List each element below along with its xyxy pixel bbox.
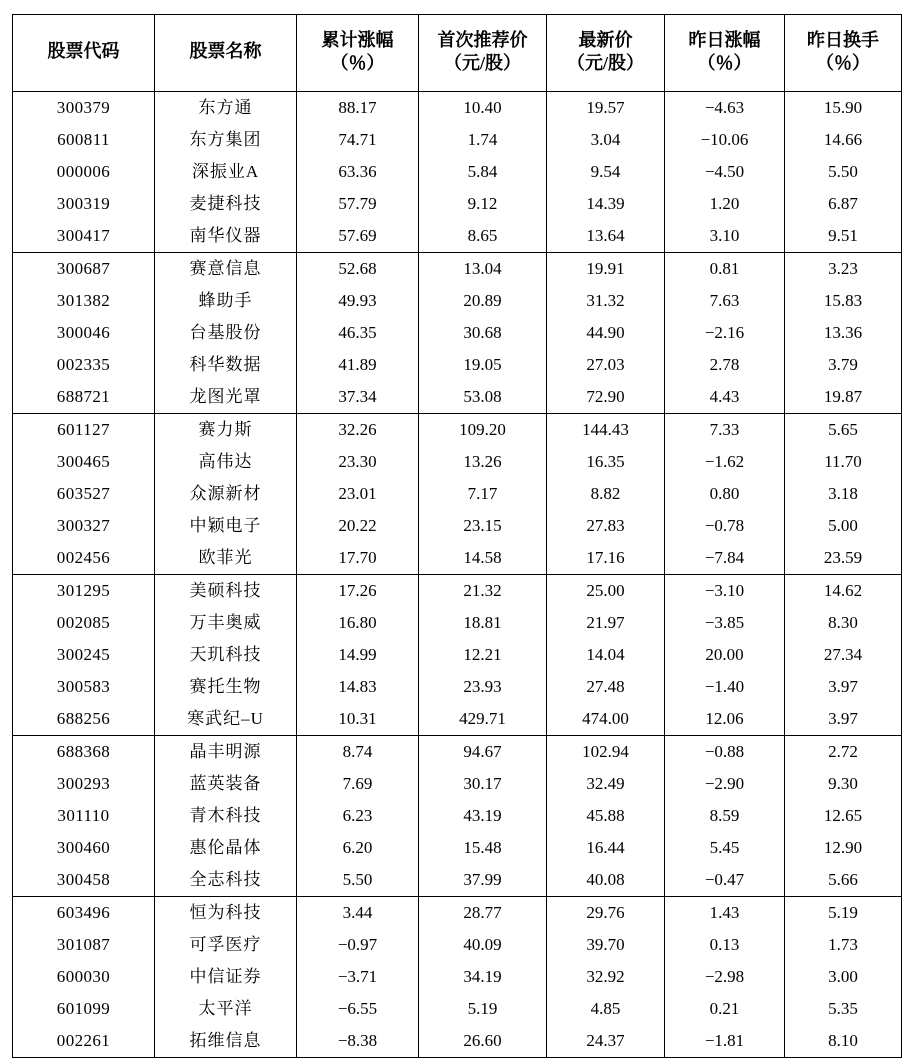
cell-yesterday_turnover: 3.00: [785, 961, 902, 993]
table-row[interactable]: [13, 381, 902, 414]
cell-latest_price: 44.90: [547, 317, 665, 349]
table-body: [13, 92, 902, 1058]
cell-code: 601099: [13, 993, 155, 1025]
cell-latest_price: 27.48: [547, 671, 665, 703]
table-row[interactable]: [13, 736, 902, 769]
cell-yesterday_turnover: 6.87: [785, 188, 902, 220]
cell-name: 中颖电子: [155, 510, 297, 542]
cell-name: 欧菲光: [155, 542, 297, 575]
table-row[interactable]: [13, 478, 902, 510]
cell-cumulative_gain: 16.80: [297, 607, 419, 639]
cell-yesterday_turnover: 9.51: [785, 220, 902, 253]
cell-cumulative_gain: 3.44: [297, 897, 419, 930]
cell-cumulative_gain: −8.38: [297, 1025, 419, 1058]
cell-latest_price: 72.90: [547, 381, 665, 414]
cell-name: 太平洋: [155, 993, 297, 1025]
table-row[interactable]: [13, 220, 902, 253]
cell-first_rec_price: 1.74: [419, 124, 547, 156]
cell-yesterday_turnover: 5.35: [785, 993, 902, 1025]
cell-code: 300583: [13, 671, 155, 703]
column-header-code: [13, 15, 155, 92]
cell-name: 万丰奥威: [155, 607, 297, 639]
cell-code: 688256: [13, 703, 155, 736]
cell-yesterday_turnover: 23.59: [785, 542, 902, 575]
cell-yesterday_change: 8.59: [665, 800, 785, 832]
cell-cumulative_gain: 49.93: [297, 285, 419, 317]
table-row[interactable]: [13, 414, 902, 447]
cell-cumulative_gain: 32.26: [297, 414, 419, 447]
cell-yesterday_turnover: 1.73: [785, 929, 902, 961]
cell-yesterday_turnover: 2.72: [785, 736, 902, 769]
table-row[interactable]: [13, 188, 902, 220]
cell-first_rec_price: 10.40: [419, 92, 547, 125]
cell-code: 301087: [13, 929, 155, 961]
cell-name: 可孚医疗: [155, 929, 297, 961]
cell-name: 深振业A: [155, 156, 297, 188]
cell-latest_price: 102.94: [547, 736, 665, 769]
cell-cumulative_gain: 17.70: [297, 542, 419, 575]
cell-yesterday_turnover: 9.30: [785, 768, 902, 800]
cell-yesterday_change: −1.40: [665, 671, 785, 703]
cell-yesterday_change: −1.62: [665, 446, 785, 478]
cell-code: 002261: [13, 1025, 155, 1058]
table-row[interactable]: [13, 92, 902, 125]
cell-yesterday_change: 0.80: [665, 478, 785, 510]
cell-latest_price: 27.03: [547, 349, 665, 381]
cell-first_rec_price: 94.67: [419, 736, 547, 769]
cell-yesterday_turnover: 15.83: [785, 285, 902, 317]
cell-code: 300293: [13, 768, 155, 800]
cell-cumulative_gain: 23.01: [297, 478, 419, 510]
cell-latest_price: 14.04: [547, 639, 665, 671]
table-row[interactable]: [13, 639, 902, 671]
cell-yesterday_turnover: 5.19: [785, 897, 902, 930]
cell-yesterday_turnover: 15.90: [785, 92, 902, 125]
cell-name: 东方通: [155, 92, 297, 125]
cell-yesterday_turnover: 12.90: [785, 832, 902, 864]
cell-cumulative_gain: 5.50: [297, 864, 419, 897]
column-header-line1: 股票名称: [189, 41, 262, 62]
cell-yesterday_change: 1.43: [665, 897, 785, 930]
table-row[interactable]: [13, 703, 902, 736]
cell-yesterday_turnover: 3.97: [785, 671, 902, 703]
cell-yesterday_change: 0.21: [665, 993, 785, 1025]
cell-cumulative_gain: 20.22: [297, 510, 419, 542]
table-row[interactable]: [13, 897, 902, 930]
cell-yesterday_turnover: 5.50: [785, 156, 902, 188]
cell-first_rec_price: 19.05: [419, 349, 547, 381]
cell-yesterday_change: 20.00: [665, 639, 785, 671]
cell-yesterday_change: −10.06: [665, 124, 785, 156]
cell-latest_price: 16.35: [547, 446, 665, 478]
cell-code: 300327: [13, 510, 155, 542]
cell-code: 000006: [13, 156, 155, 188]
table-row[interactable]: [13, 446, 902, 478]
cell-cumulative_gain: 46.35: [297, 317, 419, 349]
cell-latest_price: 32.92: [547, 961, 665, 993]
table-header-row: [13, 15, 902, 92]
cell-latest_price: 9.54: [547, 156, 665, 188]
cell-latest_price: 13.64: [547, 220, 665, 253]
cell-code: 300046: [13, 317, 155, 349]
column-header-line1: 最新价: [578, 29, 633, 50]
cell-yesterday_turnover: 8.10: [785, 1025, 902, 1058]
column-header-line1: 首次推荐价: [437, 29, 528, 50]
cell-first_rec_price: 429.71: [419, 703, 547, 736]
cell-cumulative_gain: 41.89: [297, 349, 419, 381]
cell-name: 赛意信息: [155, 253, 297, 286]
table-row[interactable]: [13, 671, 902, 703]
cell-name: 美硕科技: [155, 575, 297, 608]
cell-latest_price: 144.43: [547, 414, 665, 447]
cell-name: 南华仪器: [155, 220, 297, 253]
column-header-latest_price: [547, 15, 665, 92]
cell-latest_price: 14.39: [547, 188, 665, 220]
cell-code: 601127: [13, 414, 155, 447]
table-row[interactable]: [13, 124, 902, 156]
cell-yesterday_change: −2.90: [665, 768, 785, 800]
cell-code: 688368: [13, 736, 155, 769]
cell-latest_price: 39.70: [547, 929, 665, 961]
cell-code: 603527: [13, 478, 155, 510]
cell-code: 300687: [13, 253, 155, 286]
cell-yesterday_change: 0.81: [665, 253, 785, 286]
cell-cumulative_gain: 57.79: [297, 188, 419, 220]
cell-yesterday_change: −7.84: [665, 542, 785, 575]
cell-code: 300465: [13, 446, 155, 478]
cell-yesterday_turnover: 5.00: [785, 510, 902, 542]
cell-yesterday_change: 5.45: [665, 832, 785, 864]
cell-code: 688721: [13, 381, 155, 414]
cell-yesterday_change: 0.13: [665, 929, 785, 961]
cell-cumulative_gain: −3.71: [297, 961, 419, 993]
cell-first_rec_price: 20.89: [419, 285, 547, 317]
cell-yesterday_change: −0.88: [665, 736, 785, 769]
cell-name: 蓝英装备: [155, 768, 297, 800]
table-row[interactable]: [13, 607, 902, 639]
cell-name: 赛力斯: [155, 414, 297, 447]
column-header-line2: （元/股）: [566, 53, 644, 73]
column-header-line1: 昨日换手: [807, 29, 879, 50]
cell-code: 002085: [13, 607, 155, 639]
column-header-line2: （元/股）: [443, 53, 521, 73]
cell-cumulative_gain: 6.20: [297, 832, 419, 864]
cell-code: 002335: [13, 349, 155, 381]
cell-yesterday_turnover: 3.97: [785, 703, 902, 736]
cell-cumulative_gain: 10.31: [297, 703, 419, 736]
cell-cumulative_gain: 88.17: [297, 92, 419, 125]
cell-latest_price: 21.97: [547, 607, 665, 639]
column-header-first_rec_price: [419, 15, 547, 92]
cell-code: 002456: [13, 542, 155, 575]
column-header-yesterday_turnover: [785, 15, 902, 92]
cell-name: 高伟达: [155, 446, 297, 478]
cell-yesterday_turnover: 27.34: [785, 639, 902, 671]
table-row[interactable]: [13, 832, 902, 864]
cell-name: 晶丰明源: [155, 736, 297, 769]
cell-first_rec_price: 34.19: [419, 961, 547, 993]
cell-latest_price: 25.00: [547, 575, 665, 608]
column-header-line1: 昨日涨幅: [688, 29, 761, 50]
cell-code: 600030: [13, 961, 155, 993]
cell-first_rec_price: 30.17: [419, 768, 547, 800]
cell-code: 301382: [13, 285, 155, 317]
cell-name: 青木科技: [155, 800, 297, 832]
cell-yesterday_turnover: 5.66: [785, 864, 902, 897]
cell-latest_price: 3.04: [547, 124, 665, 156]
cell-yesterday_change: −0.47: [665, 864, 785, 897]
cell-first_rec_price: 15.48: [419, 832, 547, 864]
cell-name: 蜂助手: [155, 285, 297, 317]
cell-latest_price: 45.88: [547, 800, 665, 832]
cell-yesterday_turnover: 14.62: [785, 575, 902, 608]
cell-yesterday_turnover: 13.36: [785, 317, 902, 349]
cell-name: 天玑科技: [155, 639, 297, 671]
cell-code: 300379: [13, 92, 155, 125]
table-row[interactable]: [13, 800, 902, 832]
table-row[interactable]: [13, 961, 902, 993]
cell-name: 全志科技: [155, 864, 297, 897]
cell-yesterday_turnover: 8.30: [785, 607, 902, 639]
cell-latest_price: 32.49: [547, 768, 665, 800]
table-row[interactable]: [13, 864, 902, 897]
cell-name: 麦捷科技: [155, 188, 297, 220]
cell-name: 恒为科技: [155, 897, 297, 930]
cell-name: 赛托生物: [155, 671, 297, 703]
table-row[interactable]: [13, 929, 902, 961]
cell-cumulative_gain: 57.69: [297, 220, 419, 253]
cell-first_rec_price: 23.15: [419, 510, 547, 542]
cell-latest_price: 16.44: [547, 832, 665, 864]
table-row[interactable]: [13, 993, 902, 1025]
cell-cumulative_gain: 63.36: [297, 156, 419, 188]
table-row[interactable]: [13, 1025, 902, 1058]
cell-yesterday_change: 7.63: [665, 285, 785, 317]
cell-first_rec_price: 12.21: [419, 639, 547, 671]
table-row[interactable]: [13, 156, 902, 188]
cell-code: 301110: [13, 800, 155, 832]
cell-first_rec_price: 28.77: [419, 897, 547, 930]
cell-first_rec_price: 18.81: [419, 607, 547, 639]
cell-name: 东方集团: [155, 124, 297, 156]
cell-yesterday_turnover: 19.87: [785, 381, 902, 414]
table-row[interactable]: [13, 768, 902, 800]
cell-latest_price: 4.85: [547, 993, 665, 1025]
cell-first_rec_price: 7.17: [419, 478, 547, 510]
cell-name: 寒武纪–U: [155, 703, 297, 736]
cell-name: 科华数据: [155, 349, 297, 381]
cell-cumulative_gain: 37.34: [297, 381, 419, 414]
table-row[interactable]: [13, 349, 902, 381]
cell-yesterday_change: 2.78: [665, 349, 785, 381]
cell-yesterday_change: −4.50: [665, 156, 785, 188]
cell-first_rec_price: 23.93: [419, 671, 547, 703]
cell-latest_price: 29.76: [547, 897, 665, 930]
table-row[interactable]: [13, 317, 902, 349]
cell-yesterday_change: −3.85: [665, 607, 785, 639]
table-row[interactable]: [13, 253, 902, 286]
cell-first_rec_price: 14.58: [419, 542, 547, 575]
cell-yesterday_change: −2.98: [665, 961, 785, 993]
cell-name: 台基股份: [155, 317, 297, 349]
cell-first_rec_price: 13.04: [419, 253, 547, 286]
stock-performance-table: [12, 14, 902, 1058]
cell-yesterday_change: −3.10: [665, 575, 785, 608]
cell-first_rec_price: 13.26: [419, 446, 547, 478]
cell-yesterday_turnover: 3.79: [785, 349, 902, 381]
cell-yesterday_change: −4.63: [665, 92, 785, 125]
cell-latest_price: 17.16: [547, 542, 665, 575]
cell-latest_price: 19.91: [547, 253, 665, 286]
cell-cumulative_gain: −6.55: [297, 993, 419, 1025]
cell-yesterday_change: −0.78: [665, 510, 785, 542]
cell-yesterday_change: 3.10: [665, 220, 785, 253]
cell-first_rec_price: 8.65: [419, 220, 547, 253]
cell-cumulative_gain: 8.74: [297, 736, 419, 769]
cell-latest_price: 40.08: [547, 864, 665, 897]
cell-first_rec_price: 26.60: [419, 1025, 547, 1058]
cell-code: 603496: [13, 897, 155, 930]
cell-yesterday_turnover: 14.66: [785, 124, 902, 156]
cell-name: 中信证券: [155, 961, 297, 993]
cell-code: 301295: [13, 575, 155, 608]
cell-first_rec_price: 43.19: [419, 800, 547, 832]
cell-cumulative_gain: 7.69: [297, 768, 419, 800]
column-header-yesterday_change: [665, 15, 785, 92]
cell-yesterday_change: 4.43: [665, 381, 785, 414]
cell-code: 300417: [13, 220, 155, 253]
cell-first_rec_price: 109.20: [419, 414, 547, 447]
cell-latest_price: 31.32: [547, 285, 665, 317]
cell-latest_price: 24.37: [547, 1025, 665, 1058]
cell-yesterday_turnover: 3.18: [785, 478, 902, 510]
column-header-name: [155, 15, 297, 92]
cell-cumulative_gain: −0.97: [297, 929, 419, 961]
column-header-cumulative_gain: [297, 15, 419, 92]
cell-cumulative_gain: 23.30: [297, 446, 419, 478]
cell-code: 600811: [13, 124, 155, 156]
cell-name: 拓维信息: [155, 1025, 297, 1058]
cell-latest_price: 27.83: [547, 510, 665, 542]
cell-cumulative_gain: 52.68: [297, 253, 419, 286]
column-header-line2: （％）: [697, 53, 752, 73]
cell-cumulative_gain: 74.71: [297, 124, 419, 156]
cell-name: 惠伦晶体: [155, 832, 297, 864]
cell-yesterday_change: −1.81: [665, 1025, 785, 1058]
cell-code: 300458: [13, 864, 155, 897]
cell-cumulative_gain: 14.83: [297, 671, 419, 703]
cell-yesterday_change: 12.06: [665, 703, 785, 736]
cell-latest_price: 8.82: [547, 478, 665, 510]
table-header: [13, 15, 902, 92]
table-row[interactable]: [13, 542, 902, 575]
column-header-line2: （％）: [330, 53, 385, 73]
cell-cumulative_gain: 14.99: [297, 639, 419, 671]
cell-name: 龙图光罩: [155, 381, 297, 414]
cell-yesterday_turnover: 5.65: [785, 414, 902, 447]
cell-yesterday_turnover: 3.23: [785, 253, 902, 286]
cell-first_rec_price: 9.12: [419, 188, 547, 220]
cell-first_rec_price: 53.08: [419, 381, 547, 414]
cell-code: 300319: [13, 188, 155, 220]
cell-first_rec_price: 30.68: [419, 317, 547, 349]
cell-yesterday_change: 1.20: [665, 188, 785, 220]
column-header-line2: （％）: [816, 53, 870, 73]
cell-yesterday_turnover: 12.65: [785, 800, 902, 832]
cell-latest_price: 474.00: [547, 703, 665, 736]
cell-code: 300245: [13, 639, 155, 671]
table-row[interactable]: [13, 285, 902, 317]
cell-yesterday_turnover: 11.70: [785, 446, 902, 478]
column-header-line1: 股票代码: [47, 41, 120, 62]
cell-first_rec_price: 37.99: [419, 864, 547, 897]
cell-latest_price: 19.57: [547, 92, 665, 125]
cell-first_rec_price: 5.19: [419, 993, 547, 1025]
cell-cumulative_gain: 6.23: [297, 800, 419, 832]
table-row[interactable]: [13, 510, 902, 542]
cell-first_rec_price: 40.09: [419, 929, 547, 961]
cell-first_rec_price: 21.32: [419, 575, 547, 608]
cell-yesterday_change: 7.33: [665, 414, 785, 447]
cell-first_rec_price: 5.84: [419, 156, 547, 188]
table-row[interactable]: [13, 575, 902, 608]
cell-name: 众源新材: [155, 478, 297, 510]
column-header-line1: 累计涨幅: [321, 29, 394, 50]
cell-yesterday_change: −2.16: [665, 317, 785, 349]
cell-code: 300460: [13, 832, 155, 864]
cell-cumulative_gain: 17.26: [297, 575, 419, 608]
